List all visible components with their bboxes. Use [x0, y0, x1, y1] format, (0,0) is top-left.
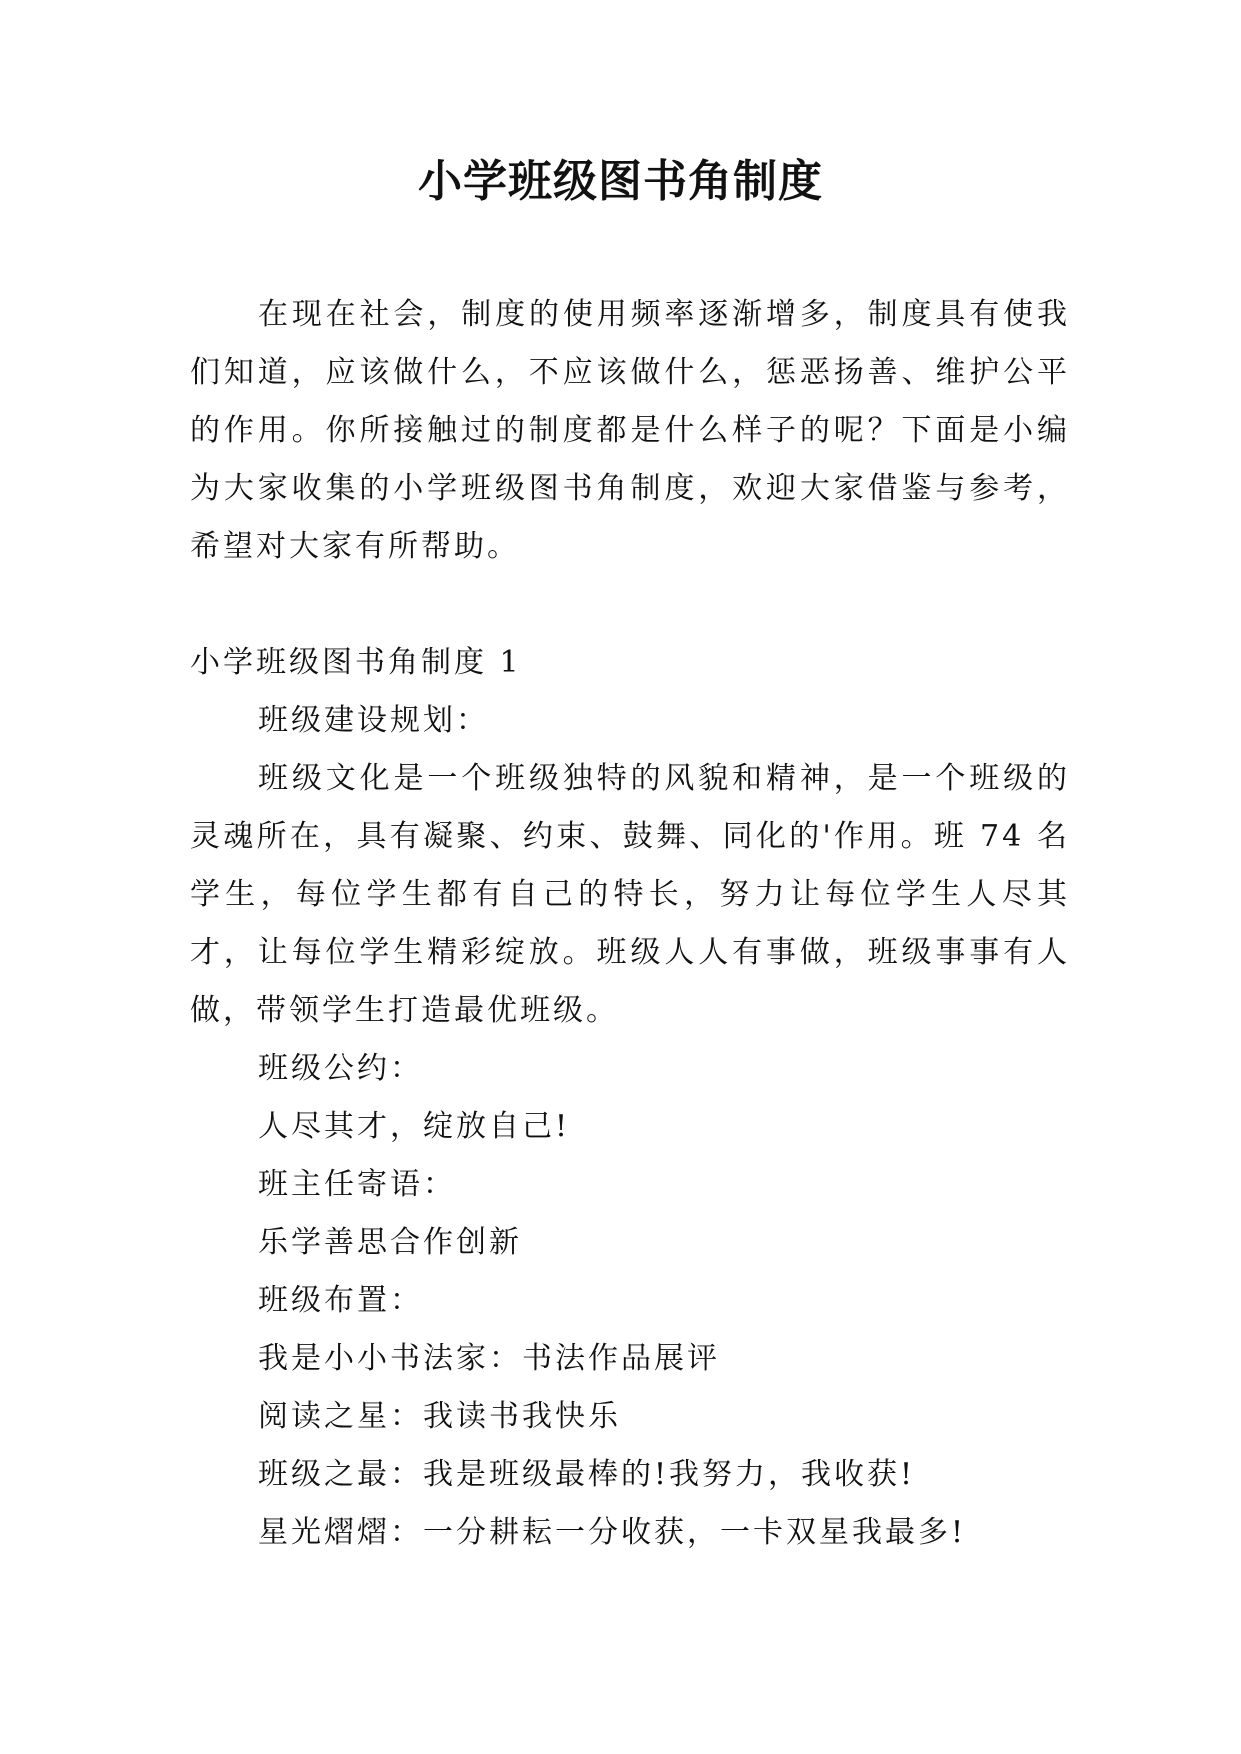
document-body	[190, 286, 1070, 1562]
intro-paragraph: 在现在社会，制度的使用频率逐渐增多，制度具有使我们知道，应该做什么，不应该做什么，惩恶扬善、维护公平的作用。你所接触过的制度都是什么样子的呢？下面是小编为大家收集的小学班级图书角制度，欢迎大家借鉴与参考，希望对大家有所帮助。	[190, 297, 1070, 564]
teacher-message-text: 乐学善思合作创新	[258, 1225, 522, 1260]
layout-item: 阅读之星：我读书我快乐	[258, 1399, 621, 1434]
convention-label: 班级公约：	[258, 1051, 423, 1086]
layout-item: 我是小小书法家：书法作品展评	[258, 1341, 720, 1376]
page-title: 小学班级图书角制度	[418, 156, 823, 207]
section-heading: 小学班级图书角制度 1	[190, 645, 522, 680]
layout-item: 班级之最：我是班级最棒的!我努力，我收获!	[258, 1457, 916, 1492]
planning-label: 班级建设规划：	[258, 703, 489, 738]
culture-paragraph: 班级文化是一个班级独特的风貌和精神，是一个班级的灵魂所在，具有凝聚、约束、鼓舞、同化的'作用。班 74 名学生，每位学生都有自己的特长，努力让每位学生人尽其才，让每位学生精彩绽放。班级人人有事做，班级事事有人做，带领学生打造最优班级。	[190, 761, 1070, 1028]
layout-label: 班级布置：	[258, 1283, 423, 1318]
convention-text: 人尽其才，绽放自己!	[258, 1109, 571, 1144]
teacher-message-label: 班主任寄语：	[258, 1167, 456, 1202]
layout-item: 星光熠熠：一分耕耘一分收获，一卡双星我最多!	[258, 1515, 967, 1550]
